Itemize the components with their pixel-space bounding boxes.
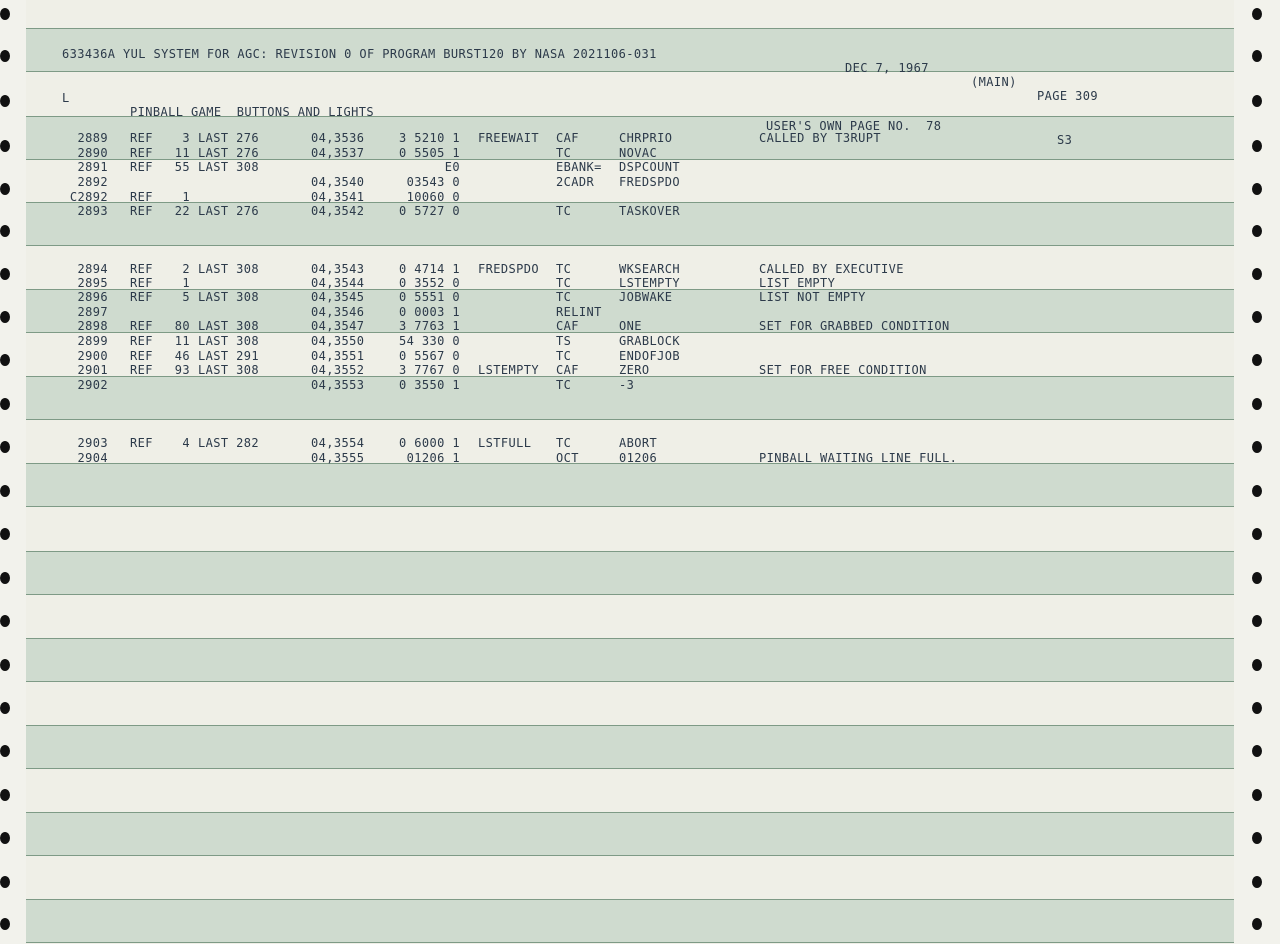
ref-count: 3 bbox=[182, 131, 190, 145]
address: 04,3551 bbox=[311, 349, 365, 363]
object-code: E0 bbox=[444, 160, 460, 174]
tractor-hole bbox=[0, 485, 10, 497]
tractor-hole bbox=[0, 918, 10, 930]
ref-marker: REF bbox=[130, 290, 153, 304]
last-ref: LAST 308 bbox=[198, 160, 259, 174]
operand: LSTEMPTY bbox=[619, 276, 680, 290]
opcode: 2CADR bbox=[556, 175, 595, 189]
ref-count: 4 bbox=[182, 436, 190, 450]
tractor-hole bbox=[0, 615, 10, 627]
last-ref: LAST 308 bbox=[198, 363, 259, 377]
address: 04,3541 bbox=[311, 190, 365, 204]
address: 04,3542 bbox=[311, 204, 365, 218]
ref-marker: REF bbox=[130, 363, 153, 377]
address: 04,3536 bbox=[311, 131, 365, 145]
tractor-hole bbox=[0, 659, 10, 671]
line-number: 2900 bbox=[77, 349, 108, 363]
comment: SET FOR FREE CONDITION bbox=[759, 363, 927, 377]
opcode: TS bbox=[556, 334, 572, 348]
opcode: TC bbox=[556, 378, 572, 392]
ref-count: 93 bbox=[174, 363, 190, 377]
tractor-hole bbox=[1252, 572, 1262, 584]
object-code: 3 7767 0 bbox=[399, 363, 460, 377]
ref-marker: REF bbox=[130, 160, 153, 174]
ref-marker: REF bbox=[130, 262, 153, 276]
tractor-hole bbox=[0, 183, 10, 195]
greenbar-band bbox=[26, 725, 1234, 769]
address: 04,3554 bbox=[311, 436, 365, 450]
line-number: 2902 bbox=[77, 378, 108, 392]
symbol-label: LSTEMPTY bbox=[478, 363, 539, 377]
object-code: 0 5505 1 bbox=[399, 146, 460, 160]
ref-count: 46 bbox=[174, 349, 190, 363]
tractor-hole bbox=[1252, 745, 1262, 757]
tractor-hole bbox=[0, 8, 10, 20]
address: 04,3553 bbox=[311, 378, 365, 392]
object-code: 0 0003 1 bbox=[399, 305, 460, 319]
line-number: 2894 bbox=[77, 262, 108, 276]
greenbar-band bbox=[26, 638, 1234, 682]
tractor-hole bbox=[0, 225, 10, 237]
address: 04,3545 bbox=[311, 290, 365, 304]
tractor-hole bbox=[1252, 268, 1262, 280]
address: 04,3537 bbox=[311, 146, 365, 160]
symbol-label: FREEWAIT bbox=[478, 131, 539, 145]
subheader-code: S3 bbox=[1057, 133, 1073, 147]
tractor-hole bbox=[0, 354, 10, 366]
tractor-hole bbox=[0, 528, 10, 540]
header-page: PAGE 309 bbox=[1037, 89, 1098, 103]
last-ref: LAST 276 bbox=[198, 146, 259, 160]
tractor-hole bbox=[1252, 702, 1262, 714]
address: 04,3544 bbox=[311, 276, 365, 290]
tractor-hole bbox=[1252, 354, 1262, 366]
last-ref: LAST 308 bbox=[198, 319, 259, 333]
subheader-flag: L bbox=[62, 91, 70, 105]
tractor-hole bbox=[1252, 140, 1262, 152]
tractor-hole bbox=[1252, 311, 1262, 323]
operand: WKSEARCH bbox=[619, 262, 680, 276]
line-number: 2891 bbox=[77, 160, 108, 174]
address: 04,3547 bbox=[311, 319, 365, 333]
address: 04,3543 bbox=[311, 262, 365, 276]
ref-marker: REF bbox=[130, 204, 153, 218]
object-code: 03543 0 bbox=[406, 175, 460, 189]
tractor-hole bbox=[1252, 789, 1262, 801]
subheader-users-page: USER'S OWN PAGE NO. 78 bbox=[766, 119, 942, 133]
ref-marker: REF bbox=[130, 436, 153, 450]
operand: TASKOVER bbox=[619, 204, 680, 218]
tractor-hole bbox=[0, 876, 10, 888]
line-number: 2895 bbox=[77, 276, 108, 290]
ref-marker: REF bbox=[130, 276, 153, 290]
tractor-hole bbox=[1252, 876, 1262, 888]
ref-count: 1 bbox=[182, 276, 190, 290]
comment: LIST EMPTY bbox=[759, 276, 836, 290]
ref-count: 11 bbox=[174, 334, 190, 348]
address: 04,3550 bbox=[311, 334, 365, 348]
operand: NOVAC bbox=[619, 146, 658, 160]
operand: ENDOFJOB bbox=[619, 349, 680, 363]
line-number: 2904 bbox=[77, 451, 108, 465]
last-ref: LAST 276 bbox=[198, 204, 259, 218]
tractor-hole bbox=[1252, 659, 1262, 671]
line-number: 2899 bbox=[77, 334, 108, 348]
greenbar-band bbox=[26, 551, 1234, 595]
tractor-hole bbox=[0, 311, 10, 323]
line-number: 2903 bbox=[77, 436, 108, 450]
symbol-label: LSTFULL bbox=[478, 436, 532, 450]
opcode: TC bbox=[556, 436, 572, 450]
operand: 01206 bbox=[619, 451, 658, 465]
line-number: 2897 bbox=[77, 305, 108, 319]
ref-count: 55 bbox=[174, 160, 190, 174]
tractor-hole bbox=[0, 268, 10, 280]
operand: ZERO bbox=[619, 363, 650, 377]
opcode: CAF bbox=[556, 319, 579, 333]
header-title: 633436A YUL SYSTEM FOR AGC: REVISION 0 OF PROGRAM BURST120 BY NASA 2021106-031 bbox=[62, 47, 657, 61]
address: 04,3540 bbox=[311, 175, 365, 189]
line-number: 2901 bbox=[77, 363, 108, 377]
tractor-hole bbox=[1252, 50, 1262, 62]
tractor-hole bbox=[1252, 485, 1262, 497]
symbol-label: FREDSPDO bbox=[478, 262, 539, 276]
subheader-section: PINBALL GAME BUTTONS AND LIGHTS bbox=[130, 105, 374, 119]
opcode: TC bbox=[556, 349, 572, 363]
object-code: 0 3550 1 bbox=[399, 378, 460, 392]
tractor-hole bbox=[1252, 918, 1262, 930]
ref-marker: REF bbox=[130, 319, 153, 333]
comment: LIST NOT EMPTY bbox=[759, 290, 866, 304]
line-number: 2898 bbox=[77, 319, 108, 333]
object-code: 0 5567 0 bbox=[399, 349, 460, 363]
last-ref: LAST 282 bbox=[198, 436, 259, 450]
ref-count: 11 bbox=[174, 146, 190, 160]
opcode: TC bbox=[556, 204, 572, 218]
object-code: 0 5727 0 bbox=[399, 204, 460, 218]
object-code: 54 330 0 bbox=[399, 334, 460, 348]
tractor-hole bbox=[1252, 398, 1262, 410]
opcode: CAF bbox=[556, 131, 579, 145]
ref-marker: REF bbox=[130, 334, 153, 348]
ref-count: 22 bbox=[174, 204, 190, 218]
last-ref: LAST 308 bbox=[198, 290, 259, 304]
ref-marker: REF bbox=[130, 146, 153, 160]
last-ref: LAST 308 bbox=[198, 334, 259, 348]
opcode: TC bbox=[556, 276, 572, 290]
comment: SET FOR GRABBED CONDITION bbox=[759, 319, 950, 333]
tractor-hole bbox=[1252, 95, 1262, 107]
operand: GRABLOCK bbox=[619, 334, 680, 348]
comment: PINBALL WAITING LINE FULL. bbox=[759, 451, 958, 465]
tractor-hole bbox=[1252, 615, 1262, 627]
opcode: OCT bbox=[556, 451, 579, 465]
greenbar-band bbox=[26, 812, 1234, 856]
operand: DSPCOUNT bbox=[619, 160, 680, 174]
tractor-hole bbox=[0, 702, 10, 714]
tractor-hole bbox=[1252, 225, 1262, 237]
object-code: 0 6000 1 bbox=[399, 436, 460, 450]
operand: ABORT bbox=[619, 436, 658, 450]
opcode: EBANK= bbox=[556, 160, 602, 174]
opcode: TC bbox=[556, 290, 572, 304]
line-number: 2896 bbox=[77, 290, 108, 304]
object-code: 3 5210 1 bbox=[399, 131, 460, 145]
object-code: 0 3552 0 bbox=[399, 276, 460, 290]
address: 04,3555 bbox=[311, 451, 365, 465]
tractor-hole bbox=[1252, 528, 1262, 540]
tractor-hole bbox=[1252, 441, 1262, 453]
tractor-hole bbox=[0, 441, 10, 453]
header-main: (MAIN) bbox=[971, 75, 1017, 89]
address: 04,3552 bbox=[311, 363, 365, 377]
object-code: 3 7763 1 bbox=[399, 319, 460, 333]
object-code: 0 4714 1 bbox=[399, 262, 460, 276]
header-date: DEC 7, 1967 bbox=[845, 61, 929, 75]
tractor-hole bbox=[1252, 183, 1262, 195]
tractor-hole bbox=[0, 572, 10, 584]
operand: CHRPRIO bbox=[619, 131, 673, 145]
last-ref: LAST 308 bbox=[198, 262, 259, 276]
comment: CALLED BY T3RUPT bbox=[759, 131, 881, 145]
tractor-hole bbox=[1252, 8, 1262, 20]
object-code: 0 5551 0 bbox=[399, 290, 460, 304]
line-number: C2892 bbox=[69, 190, 108, 204]
ref-count: 2 bbox=[182, 262, 190, 276]
operand: ONE bbox=[619, 319, 642, 333]
address: 04,3546 bbox=[311, 305, 365, 319]
opcode: TC bbox=[556, 146, 572, 160]
tractor-hole bbox=[1252, 832, 1262, 844]
opcode: CAF bbox=[556, 363, 579, 377]
object-code: 01206 1 bbox=[406, 451, 460, 465]
opcode: RELINT bbox=[556, 305, 602, 319]
tractor-hole bbox=[0, 789, 10, 801]
greenbar-band bbox=[26, 463, 1234, 507]
last-ref: LAST 291 bbox=[198, 349, 259, 363]
object-code: 10060 0 bbox=[406, 190, 460, 204]
line-number: 2889 bbox=[77, 131, 108, 145]
ref-marker: REF bbox=[130, 349, 153, 363]
ref-count: 5 bbox=[182, 290, 190, 304]
greenbar-band bbox=[26, 899, 1234, 943]
tractor-hole bbox=[0, 832, 10, 844]
line-number: 2890 bbox=[77, 146, 108, 160]
operand: JOBWAKE bbox=[619, 290, 673, 304]
operand: -3 bbox=[619, 378, 635, 392]
comment: CALLED BY EXECUTIVE bbox=[759, 262, 904, 276]
ref-count: 80 bbox=[174, 319, 190, 333]
ref-count: 1 bbox=[182, 190, 190, 204]
line-number: 2892 bbox=[77, 175, 108, 189]
tractor-hole bbox=[0, 745, 10, 757]
ref-marker: REF bbox=[130, 131, 153, 145]
tractor-hole bbox=[0, 398, 10, 410]
line-number: 2893 bbox=[77, 204, 108, 218]
opcode: TC bbox=[556, 262, 572, 276]
last-ref: LAST 276 bbox=[198, 131, 259, 145]
ref-marker: REF bbox=[130, 190, 153, 204]
operand: FREDSPDO bbox=[619, 175, 680, 189]
